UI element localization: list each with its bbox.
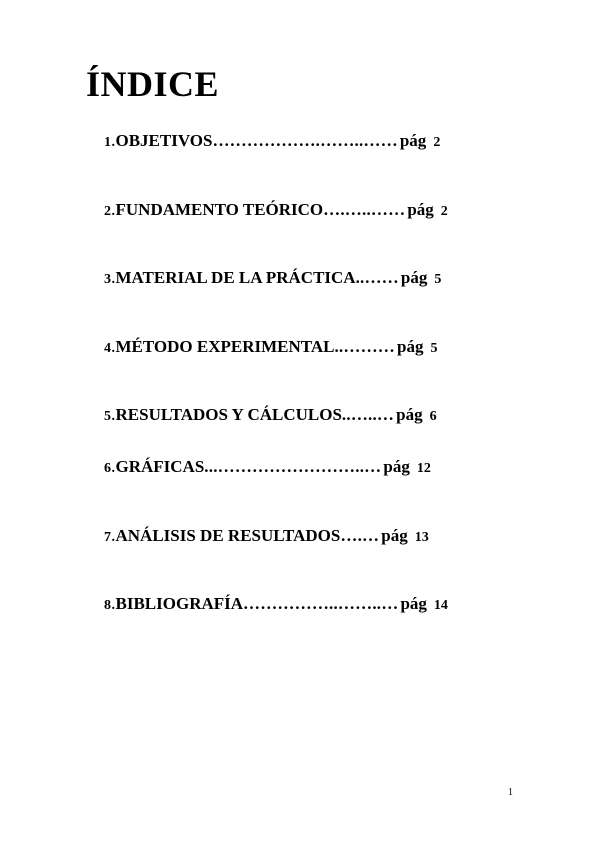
toc-entry-bibliografia xyxy=(104,594,448,616)
toc-entry-material-de-la-practica xyxy=(104,268,441,290)
toc-entry-graficas xyxy=(104,457,431,479)
entry-page-label: pág xyxy=(400,268,428,287)
entry-number: 7. xyxy=(104,530,116,545)
entry-page-label: pág xyxy=(396,337,424,356)
entry-label: FUNDAMENTO TEÓRICO xyxy=(115,200,324,219)
entry-number: 5. xyxy=(104,409,116,424)
entry-leader-dots: ..……… xyxy=(334,337,395,356)
entry-page-number: 14 xyxy=(433,598,448,613)
toc-entry-resultados-y-calculos xyxy=(104,405,437,427)
entry-page-label: pág xyxy=(381,526,408,545)
entry-page-number: 6 xyxy=(429,409,437,424)
entry-leader-dots: ..…… xyxy=(355,268,399,287)
entry-number: 3. xyxy=(104,272,116,287)
entry-page-number: 12 xyxy=(416,461,431,476)
entry-page-label: pág xyxy=(400,594,427,613)
entry-label: GRÁFICAS xyxy=(115,457,205,476)
entry-page-number: 2 xyxy=(440,204,448,219)
entry-page-number: 5 xyxy=(430,341,438,356)
entry-label: OBJETIVOS xyxy=(115,131,213,150)
toc-entry-objetivos xyxy=(104,131,440,153)
entry-leader-dots: ……………….……..…… xyxy=(212,131,398,150)
entry-page-label: pág xyxy=(396,405,423,424)
entry-leader-dots: ...……………………..… xyxy=(204,457,382,476)
entry-number: 2. xyxy=(104,204,116,219)
entry-leader-dots: ……………..……..… xyxy=(243,594,399,613)
entry-label: MÉTODO EXPERIMENTAL xyxy=(115,337,335,356)
entry-leader-dots: ….…..…… xyxy=(323,200,406,219)
entry-number: 8. xyxy=(104,598,116,613)
entry-label: RESULTADOS Y CÁLCULOS xyxy=(115,405,342,424)
toc-entry-analisis-de-resultados xyxy=(104,526,429,548)
entry-leader-dots: ..…..… xyxy=(341,405,395,424)
toc-entry-fundamento-teorico xyxy=(104,200,448,222)
entry-page-label: pág xyxy=(407,200,434,219)
entry-leader-dots: ….… xyxy=(340,526,380,545)
entry-number: 6. xyxy=(104,461,116,476)
entry-label: ANÁLISIS DE RESULTADOS xyxy=(115,526,341,545)
entry-page-number: 13 xyxy=(414,530,429,545)
toc-entry-metodo-experimental xyxy=(104,337,437,359)
page-title: ÍNDICE xyxy=(86,64,220,104)
entry-label: BIBLIOGRAFÍA xyxy=(115,594,244,613)
entry-number: 1. xyxy=(104,135,116,150)
entry-number: 4. xyxy=(104,341,116,356)
entry-page-number: 2 xyxy=(433,135,441,150)
page-number: 1 xyxy=(508,787,513,798)
entry-page-number: 5 xyxy=(434,272,442,287)
entry-page-label: pág xyxy=(399,131,427,150)
entry-label: MATERIAL DE LA PRÁCTICA xyxy=(115,268,356,287)
entry-page-label: pág xyxy=(383,457,410,476)
